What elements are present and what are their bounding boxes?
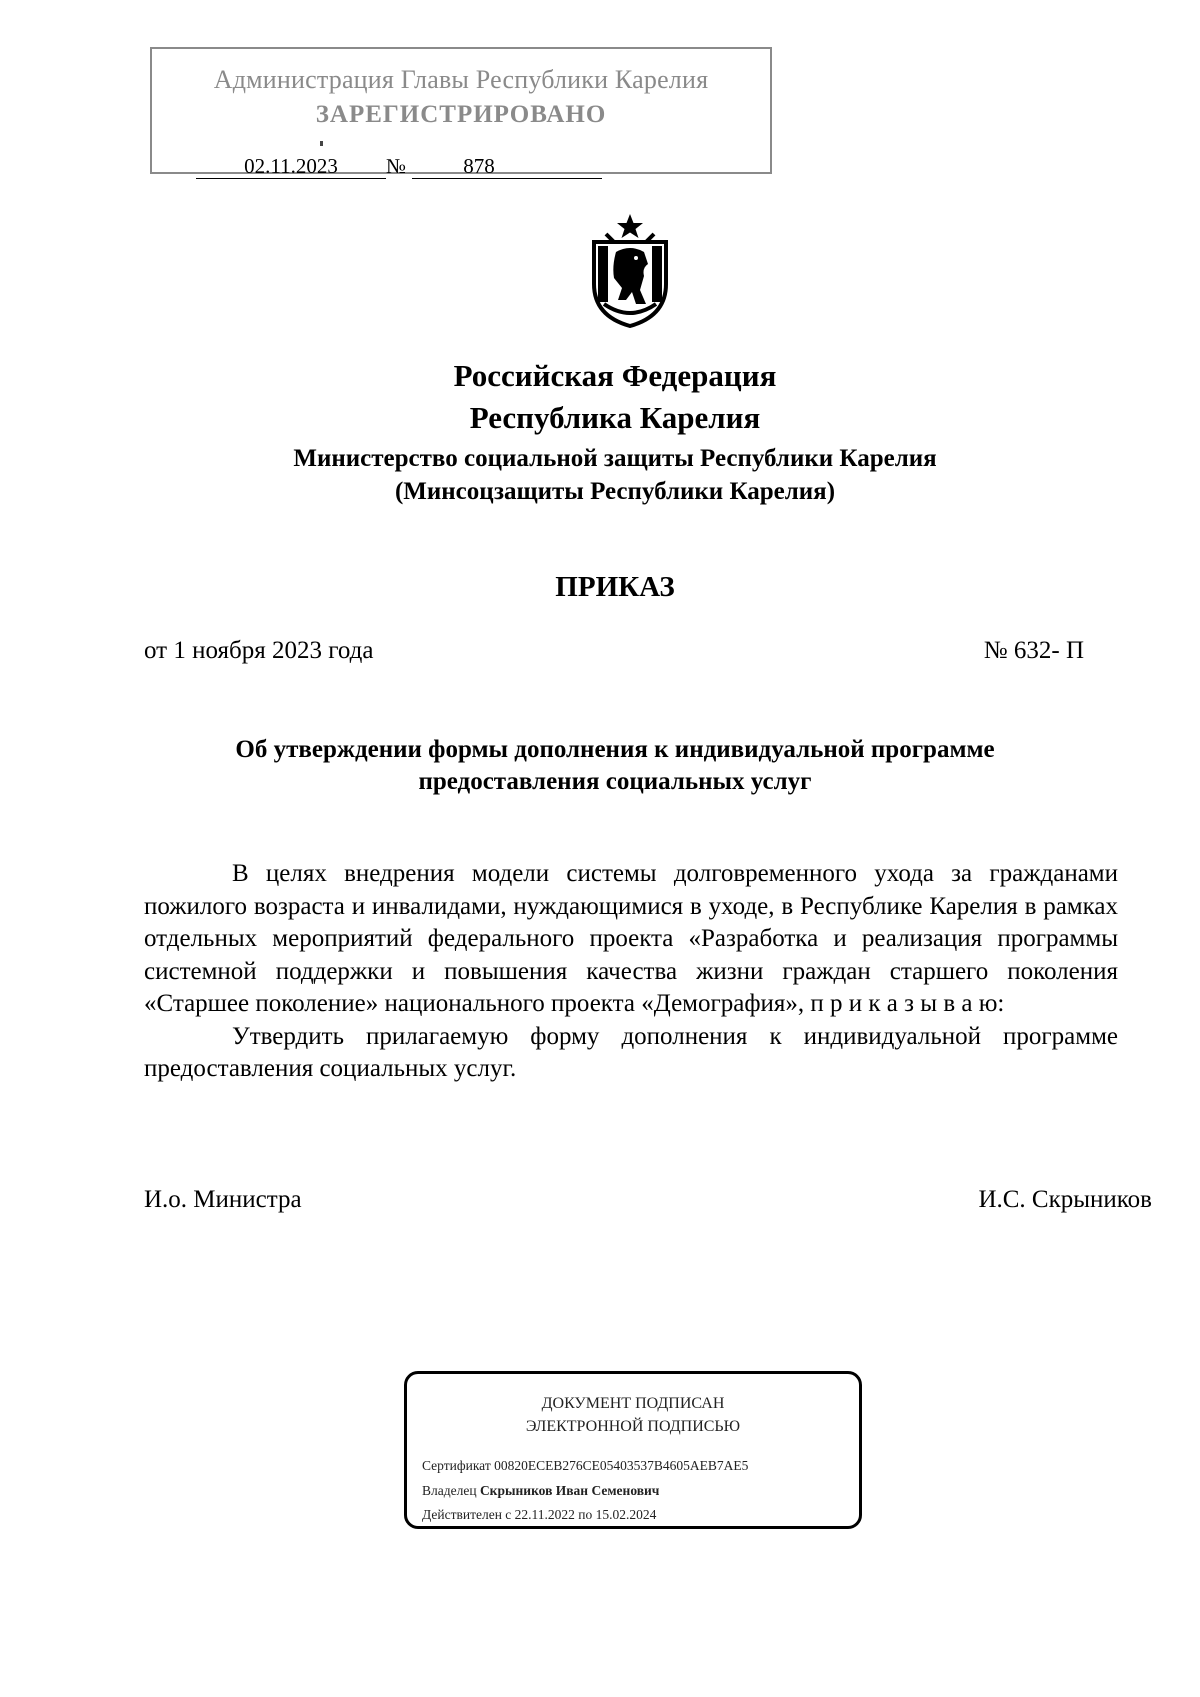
order-subject-line-1: Об утверждении формы дополнения к индивидуальной программе [235, 736, 995, 763]
esignature-heading: ЭЛЕКТРОННОЙ ПОДПИСЬЮ [525, 1418, 741, 1435]
signatory-name: И.С. Скрыников [978, 1186, 1152, 1213]
esignature-heading: ДОКУМЕНТ ПОДПИСАН [541, 1395, 725, 1412]
certificate-row [422, 1458, 748, 1474]
valid-from-label: Действителен с [422, 1507, 512, 1522]
ministry-name: Министерство социальной защиты Республики Карелия [293, 445, 937, 472]
karelia-coat-of-arms-icon [584, 212, 676, 328]
valid-to-date: 15.02.2024 [595, 1507, 657, 1522]
owner-label: Владелец [422, 1483, 477, 1498]
body-paragraph: В целях внедрения модели системы долговременного ухода за гражданами пожилого возраста и инвалидами, нуждающимися в уходе, в Республике Карелия в рамках отдельных мероприятий федерального проекта «Разработка и реализация программы системной поддержки и повышения качества жизни граждан старшего поколения «Старшее поколение» национального проекта «Демография», п р и к а з ы в а ю: [144, 860, 1118, 1017]
registration-status: ЗАРЕГИСТРИРОВАНО [315, 101, 607, 128]
valid-from-date: 22.11.2022 [514, 1507, 575, 1522]
order-number: № 632- П [983, 637, 1084, 664]
registration-number-sign: № [386, 154, 407, 178]
order-subject-line-2: предоставления социальных услуг [418, 768, 812, 795]
signatory-title: И.о. Министра [144, 1186, 302, 1213]
valid-to-label: по [578, 1507, 593, 1522]
validity-row [422, 1507, 656, 1523]
country-name: Российская Федерация [453, 358, 777, 393]
owner-name: Скрыников Иван Семенович [479, 1483, 660, 1498]
certificate-number: 00820ECEB276CE05403537B4605AEB7AE5 [494, 1458, 749, 1473]
document-type: ПРИКАЗ [555, 571, 675, 603]
stamp-mark [320, 141, 323, 146]
certificate-label: Сертификат [422, 1458, 491, 1473]
republic-name: Республика Карелия [469, 400, 761, 435]
owner-row [422, 1483, 659, 1499]
ministry-short-name: (Минсоцзащиты Республики Карелия) [394, 478, 836, 505]
registration-date: 02.11.2023 [196, 154, 386, 179]
electronic-signature-stamp [404, 1371, 862, 1529]
order-body [144, 858, 1118, 1086]
registration-number [412, 154, 602, 179]
registration-organization: Администрация Главы Республики Карелия [213, 65, 709, 94]
registration-number-value: 878 [463, 154, 495, 178]
order-date: от 1 ноября 2023 года [144, 637, 374, 664]
body-paragraph: Утвердить прилагаемую форму дополнения к индивидуальной программе предоставления социальных услуг. [144, 1022, 1118, 1082]
